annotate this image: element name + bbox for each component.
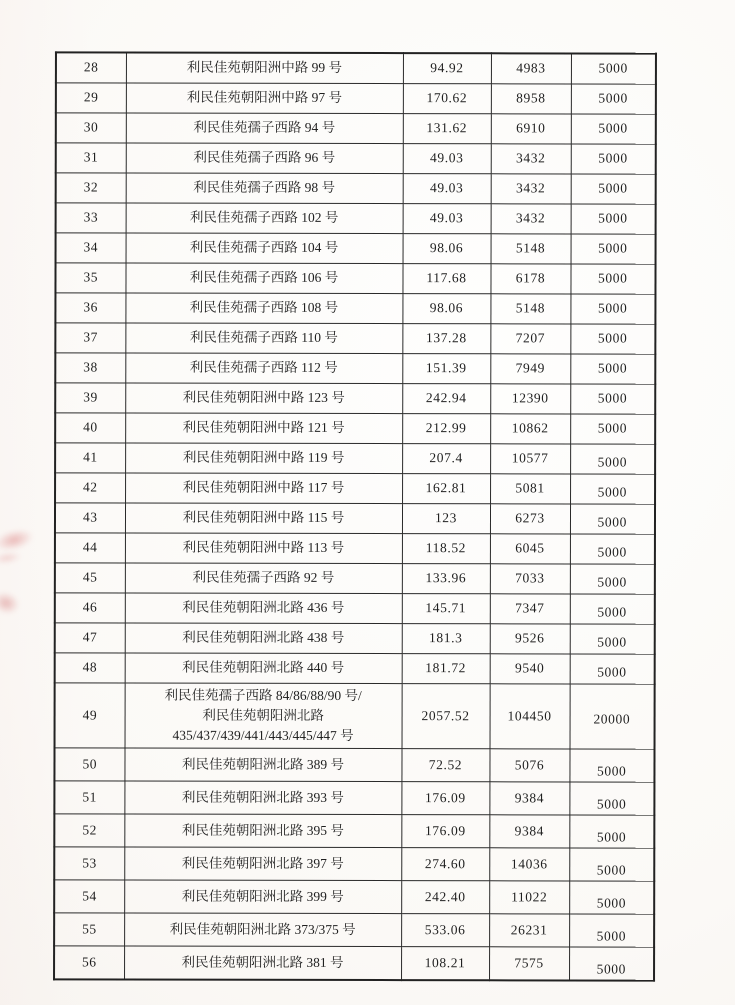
cell-area: 242.40 (401, 880, 489, 913)
cell-row-number: 39 (55, 382, 125, 412)
cell-value: 7949 (490, 353, 570, 383)
cell-address: 利民佳苑朝阳洲北路 399 号 (124, 880, 401, 914)
cell-value: 10862 (490, 413, 570, 443)
table-row (54, 945, 654, 980)
cell-area: 151.39 (402, 353, 490, 383)
cell-value: 6045 (490, 533, 570, 563)
cell-address: 利民佳苑孺子西路 112 号 (125, 353, 402, 384)
cell-value: 5148 (491, 233, 571, 263)
table-row (54, 912, 654, 946)
cell-row-number: 48 (55, 652, 125, 682)
cell-award: 5000 (570, 593, 655, 623)
address-compensation-table (53, 51, 657, 981)
cell-value: 3432 (491, 143, 571, 173)
cell-award: 5000 (571, 203, 656, 233)
cell-row-number: 51 (54, 780, 124, 813)
cell-area: 98.06 (402, 293, 490, 323)
table-row (56, 172, 656, 203)
cell-address: 利民佳苑孺子西路 96 号 (126, 143, 403, 174)
cell-value: 9540 (490, 653, 570, 683)
cell-row-number: 36 (55, 292, 125, 322)
cell-award: 5000 (570, 653, 655, 683)
cell-address: 利民佳苑朝阳洲北路 438 号 (125, 623, 402, 654)
cell-award: 5000 (570, 263, 655, 293)
cell-address: 利民佳苑朝阳洲中路 117 号 (125, 473, 402, 504)
cell-value: 8958 (491, 83, 571, 113)
table-row (55, 412, 655, 443)
cell-value: 6910 (491, 113, 571, 143)
cell-award: 5000 (571, 173, 656, 203)
cell-award: 5000 (569, 946, 654, 980)
cell-value: 26231 (489, 913, 569, 946)
table-row (55, 292, 655, 323)
cell-value: 5081 (490, 473, 570, 503)
cell-area: 117.68 (402, 263, 490, 293)
cell-area: 94.92 (403, 53, 491, 83)
cell-area: 49.03 (403, 143, 491, 173)
cell-area: 98.06 (403, 233, 491, 263)
cell-value: 6273 (490, 503, 570, 533)
cell-area: 162.81 (402, 473, 490, 503)
cell-address: 利民佳苑朝阳洲中路 113 号 (125, 533, 402, 564)
table-row (55, 622, 655, 653)
cell-value: 5148 (490, 293, 570, 323)
cell-award: 5000 (570, 353, 655, 383)
cell-area: 2057.52 (402, 683, 490, 748)
red-ink-smudge (0, 525, 36, 554)
cell-address: 利民佳苑朝阳洲北路 395 号 (124, 814, 401, 848)
cell-area: 49.03 (403, 173, 491, 203)
table-row (56, 202, 656, 233)
cell-value: 6178 (490, 263, 570, 293)
cell-row-number: 40 (55, 412, 125, 442)
cell-award: 5000 (571, 53, 656, 83)
cell-address: 利民佳苑朝阳洲中路 97 号 (126, 83, 403, 114)
table-row (56, 82, 656, 113)
cell-address: 利民佳苑孺子西路 104 号 (126, 233, 403, 264)
table-row (55, 382, 655, 413)
table-row (54, 846, 654, 880)
table-row (55, 652, 655, 683)
cell-award: 5000 (570, 413, 655, 443)
cell-area: 212.99 (402, 413, 490, 443)
cell-row-number: 37 (55, 322, 125, 352)
cell-row-number: 41 (55, 442, 125, 472)
cell-address: 利民佳苑朝阳洲北路 393 号 (124, 781, 401, 815)
cell-value: 7033 (490, 563, 570, 593)
cell-row-number: 54 (54, 879, 124, 912)
cell-row-number: 56 (54, 945, 124, 979)
table-row (55, 562, 655, 593)
cell-area: 145.71 (402, 593, 490, 623)
cell-value: 3432 (491, 203, 571, 233)
cell-award: 5000 (570, 443, 655, 473)
table-row (55, 532, 655, 563)
table-row (55, 262, 655, 293)
cell-award: 5000 (570, 533, 655, 563)
cell-address: 利民佳苑朝阳洲北路 436 号 (125, 593, 402, 624)
cell-row-number: 38 (55, 352, 125, 382)
cell-address: 利民佳苑孺子西路 94 号 (126, 113, 403, 144)
table-row (56, 232, 656, 263)
table-row (55, 502, 655, 533)
cell-address: 利民佳苑朝阳洲北路 389 号 (124, 748, 401, 782)
cell-award: 5000 (569, 748, 654, 781)
cell-award: 5000 (570, 383, 655, 413)
table-row (54, 879, 654, 913)
cell-row-number: 43 (55, 502, 125, 532)
cell-award: 5000 (570, 503, 655, 533)
cell-row-number: 44 (55, 532, 125, 562)
cell-area: 131.62 (403, 113, 491, 143)
cell-award: 5000 (570, 623, 655, 653)
cell-award: 5000 (569, 781, 654, 814)
cell-row-number: 31 (56, 142, 126, 172)
cell-area: 49.03 (403, 203, 491, 233)
cell-address: 利民佳苑朝阳洲中路 119 号 (125, 443, 402, 474)
cell-row-number: 33 (56, 202, 126, 232)
cell-award: 5000 (570, 293, 655, 323)
cell-address: 利民佳苑朝阳洲中路 99 号 (126, 53, 403, 84)
cell-value: 3432 (491, 173, 571, 203)
cell-row-number: 46 (55, 592, 125, 622)
cell-value: 10577 (490, 443, 570, 473)
cell-row-number: 50 (54, 747, 124, 780)
cell-value: 104450 (490, 683, 570, 748)
cell-area: 123 (402, 503, 490, 533)
cell-area: 181.72 (402, 653, 490, 683)
cell-address: 利民佳苑孺子西路 92 号 (125, 563, 402, 594)
cell-award: 5000 (569, 847, 654, 880)
cell-award: 5000 (570, 563, 655, 593)
cell-row-number: 32 (56, 172, 126, 202)
cell-address: 利民佳苑朝阳洲中路 123 号 (125, 383, 402, 414)
cell-row-number: 45 (55, 562, 125, 592)
cell-award: 5000 (571, 233, 656, 263)
cell-row-number: 34 (56, 232, 126, 262)
cell-award: 5000 (570, 473, 655, 503)
cell-area: 170.62 (403, 83, 491, 113)
cell-row-number: 55 (54, 912, 124, 945)
table-row (55, 322, 655, 353)
cell-area: 137.28 (402, 323, 490, 353)
cell-address: 利民佳苑朝阳洲北路 373/375 号 (124, 913, 401, 947)
table-row (56, 142, 656, 173)
cell-award: 5000 (571, 83, 656, 113)
cell-award: 5000 (571, 113, 656, 143)
table-row (56, 52, 656, 83)
red-ink-smudge (0, 588, 23, 618)
cell-award: 5000 (571, 143, 656, 173)
cell-value: 7575 (489, 946, 569, 980)
cell-value: 14036 (489, 847, 569, 880)
cell-address: 利民佳苑朝阳洲北路 440 号 (125, 653, 402, 684)
cell-award: 5000 (569, 814, 654, 847)
cell-address: 利民佳苑孺子西路 102 号 (126, 203, 403, 234)
cell-address: 利民佳苑孺子西路 106 号 (125, 263, 402, 294)
table-row (55, 352, 655, 383)
cell-area: 176.09 (401, 781, 489, 814)
cell-award: 5000 (569, 913, 654, 946)
cell-area: 207.4 (402, 443, 490, 473)
cell-value: 12390 (490, 383, 570, 413)
cell-value: 5076 (489, 748, 569, 781)
cell-row-number: 28 (56, 52, 126, 82)
table-row (55, 472, 655, 503)
cell-area: 72.52 (401, 748, 489, 781)
cell-row-number: 53 (54, 846, 124, 879)
cell-area: 176.09 (401, 814, 489, 847)
cell-area: 533.06 (401, 913, 489, 946)
table-row (54, 747, 654, 781)
cell-address: 利民佳苑孺子西路 108 号 (125, 293, 402, 324)
cell-award: 5000 (569, 880, 654, 913)
table-row (55, 682, 655, 748)
cell-value: 7347 (490, 593, 570, 623)
cell-area: 181.3 (402, 623, 490, 653)
cell-row-number: 29 (56, 82, 126, 112)
cell-address: 利民佳苑孺子西路 84/86/88/90 号/ 利民佳苑朝阳洲北路 435/437/439/441/443/445/447 号 (125, 683, 402, 749)
cell-award: 5000 (570, 323, 655, 353)
cell-row-number: 49 (55, 682, 125, 747)
cell-value: 9384 (489, 781, 569, 814)
cell-row-number: 30 (56, 112, 126, 142)
cell-area: 133.96 (402, 563, 490, 593)
cell-address: 利民佳苑朝阳洲中路 121 号 (125, 413, 402, 444)
cell-area: 118.52 (402, 533, 490, 563)
cell-row-number: 47 (55, 622, 125, 652)
cell-address: 利民佳苑朝阳洲北路 381 号 (124, 946, 401, 980)
cell-value: 11022 (489, 880, 569, 913)
table-row (56, 112, 656, 143)
table-row (54, 780, 654, 814)
cell-award: 20000 (570, 683, 655, 748)
cell-area: 108.21 (401, 946, 489, 980)
cell-value: 9384 (489, 814, 569, 847)
table-row (54, 813, 654, 847)
cell-row-number: 35 (55, 262, 125, 292)
cell-address: 利民佳苑孺子西路 98 号 (126, 173, 403, 204)
cell-row-number: 42 (55, 472, 125, 502)
cell-value: 9526 (490, 623, 570, 653)
table-row (55, 592, 655, 623)
cell-area: 242.94 (402, 383, 490, 413)
cell-row-number: 52 (54, 813, 124, 846)
cell-address: 利民佳苑朝阳洲中路 115 号 (125, 503, 402, 534)
cell-value: 7207 (490, 323, 570, 353)
cell-address: 利民佳苑朝阳洲北路 397 号 (124, 847, 401, 881)
red-ink-smudge (0, 550, 23, 566)
table-body (54, 52, 656, 980)
cell-address: 利民佳苑孺子西路 110 号 (125, 323, 402, 354)
cell-area: 274.60 (401, 847, 489, 880)
cell-value: 4983 (491, 53, 571, 83)
table-row (55, 442, 655, 473)
